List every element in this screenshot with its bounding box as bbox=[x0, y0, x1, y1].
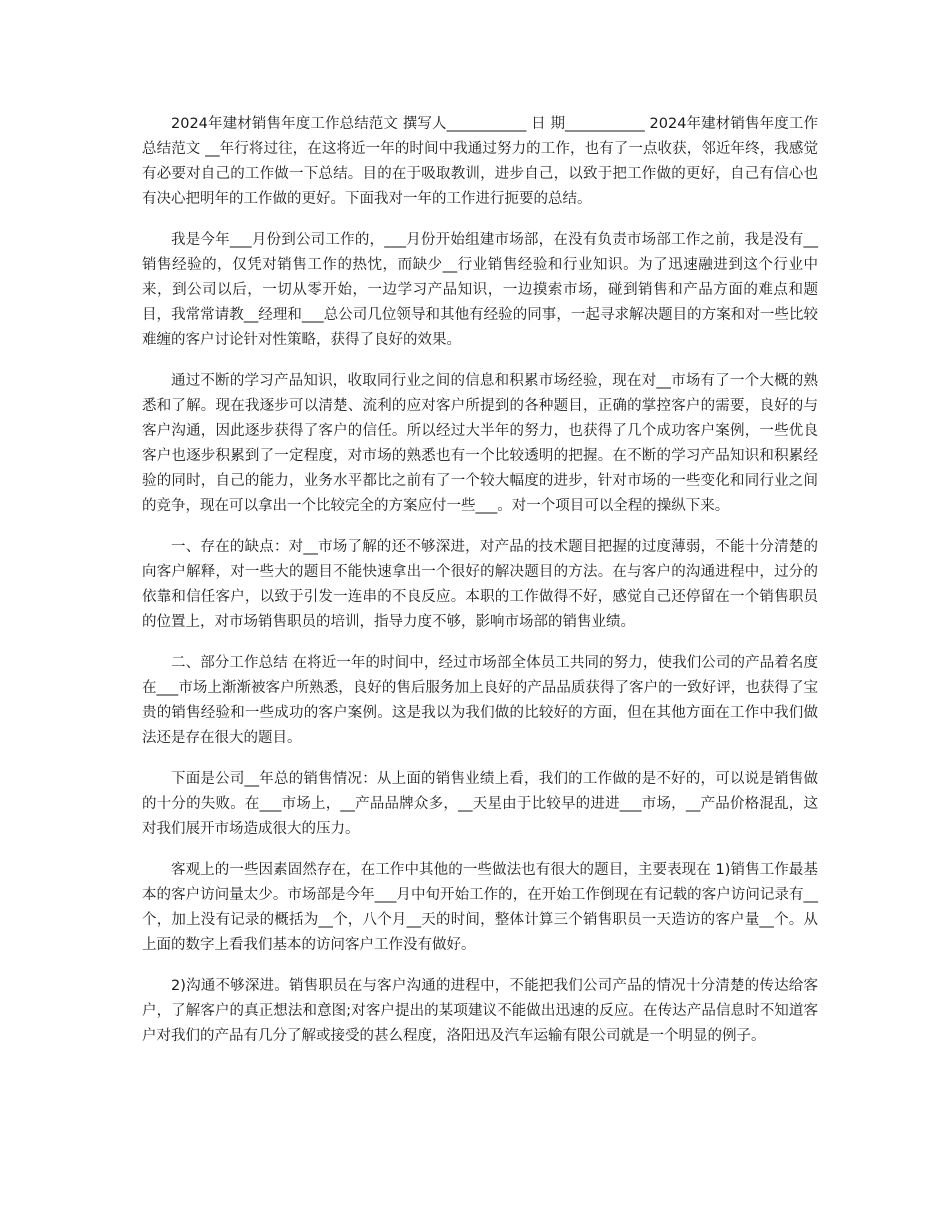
paragraph-background: 我是今年___月份到公司工作的，___月份开始组建市场部，在没有负责市场部工作之前，我是没有__销售经验的，仅凭对销售工作的热忱，而缺少__行业销售经验和行业知识。为了迅速融进到这个行业中来，到公司以后，一切从零开始，一边学习产品知识，一边摸索市场，碰到销售和产品方面的难点和题目，我常常请教__经理和___总公司几位领导和其他有经验的同事，一起寻求解决题目的方案和对一些比较难缠的客户讨论针对性策略，获得了良好的效果。 bbox=[142, 232, 818, 348]
paragraph-work-summary: 二、部分工作总结 在将近一年的时间中，经过市场部全体员工共同的努力，使我们公司的产品着名度在___市场上渐渐被客户所熟悉，良好的售后服务加上良好的产品品质获得了客户的一致好评，也获得了宝贵的销售经验和一些成功的客户案例。这是我以为我们做的比较好的方面，但在其他方面在工作中我们做法还是存在很大的题目。 bbox=[142, 655, 818, 746]
paragraph-communication: 2)沟通不够深进。销售职员在与客户沟通的进程中，不能把我们公司产品的情况十分清楚的传达给客户，了解客户的真正想法和意图;对客户提出的某项建议不能做出迅速的反应。在传达产品信息时不知道客户对我们的产品有几分了解或接受的甚么程度，洛阳迅及汽车运输有限公司就是一个明显的例子。 bbox=[142, 978, 818, 1044]
paragraph-intro: 2024年建材销售年度工作总结范文 撰写人___________ 日 期___________ 2024年建材销售年度工作总结范文 __年行将过往，在这将近一年的时间中我通过努力的工作，也有了一点收获，邻近年终，我感觉有必要对自己的工作做一下总结。目的在于吸取教训，进步自己，以致于把工作做的更好，自己有信心也有决心把明年的工作做的更好。下面我对一年的工作进行扼要的总结。 bbox=[142, 116, 818, 207]
document-body bbox=[142, 112, 818, 1065]
paragraph-visit-volume: 客观上的一些因素固然存在，在工作中其他的一些做法也有很大的题目，主要表现在 1)销售工作最基本的客户访问量太少。市场部是今年___月中旬开始工作的，在开始工作倒现在有记载的客户访问记录有__个，加上没有记录的概括为__个，八个月__天的时间，整体计算三个销售职员一天造访的客户量__个。从上面的数字上看我们基本的访问客户工作没有做好。 bbox=[142, 862, 818, 953]
paragraph-progress: 通过不断的学习产品知识，收取同行业之间的信息和积累市场经验，现在对__市场有了一个大概的熟悉和了解。现在我逐步可以清楚、流利的应对客户所提到的各种题目，正确的掌控客户的需要，良好的与客户沟通，因此逐步获得了客户的信任。所以经过大半年的努力，也获得了几个成功客户案例，一些优良客户也逐步积累到了一定程度，对市场的熟悉也有一个比较透明的把握。在不断的学习产品知识和积累经验的同时，自己的能力，业务水平都比之前有了一个较大幅度的进步，针对市场的一些变化和同行业之间的竞争，现在可以拿出一个比较完全的方案应付一些___。对一个项目可以全程的操纵下来。 bbox=[142, 373, 818, 514]
paragraph-shortcomings: 一、存在的缺点：对__市场了解的还不够深进，对产品的技术题目把握的过度薄弱，不能十分清楚的向客户解释，对一些大的题目不能快速拿出一个很好的解决题目的方法。在与客户的沟通进程中，过分的依靠和信任客户，以致于引发一连串的不良反应。本职的工作做得不好，感觉自己还停留在一个销售职员的位置上，对市场销售职员的培训，指导力度不够，影响市场部的销售业绩。 bbox=[142, 539, 818, 630]
paragraph-sales-status: 下面是公司__年总的销售情况：从上面的销售业绩上看，我们的工作做的是不好的，可以说是销售做的十分的失败。在___市场上，__产品品牌众多，__天星由于比较早的进进___市场，__产品价格混乱，这对我们展开市场造成很大的压力。 bbox=[142, 771, 818, 837]
